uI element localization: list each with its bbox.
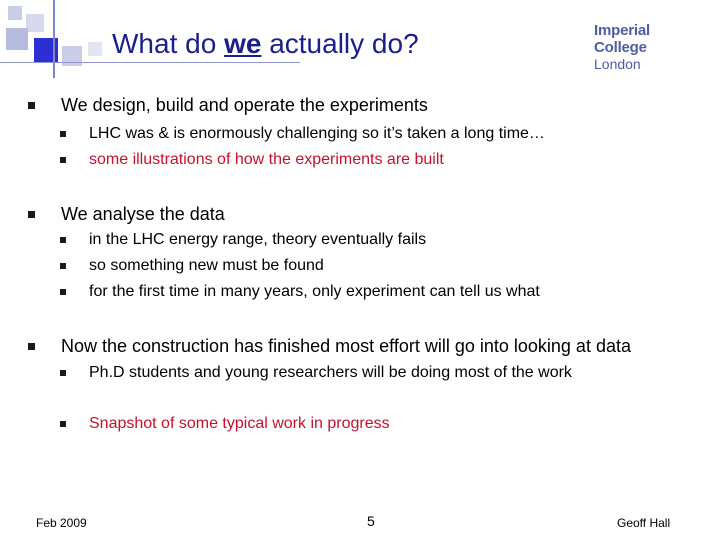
deco-vertical-line [53,0,55,78]
footer-author: Geoff Hall [617,516,671,530]
deco-square [8,6,22,20]
deco-square [26,14,44,32]
title-suffix: actually do? [261,28,419,59]
deco-square [6,28,28,50]
logo-line-1: Imperial College [594,22,650,56]
logo-line-2: London [594,56,641,72]
imperial-college-logo [594,22,694,72]
deco-square [62,46,82,66]
deco-square [88,42,102,56]
title-emphasis: we [224,28,262,59]
deco-horizontal-line [0,62,300,63]
page-number: 5 [367,513,375,529]
title-prefix: What do [112,28,225,59]
slide-title [112,26,419,62]
footer-date: Feb 2009 [36,516,87,530]
